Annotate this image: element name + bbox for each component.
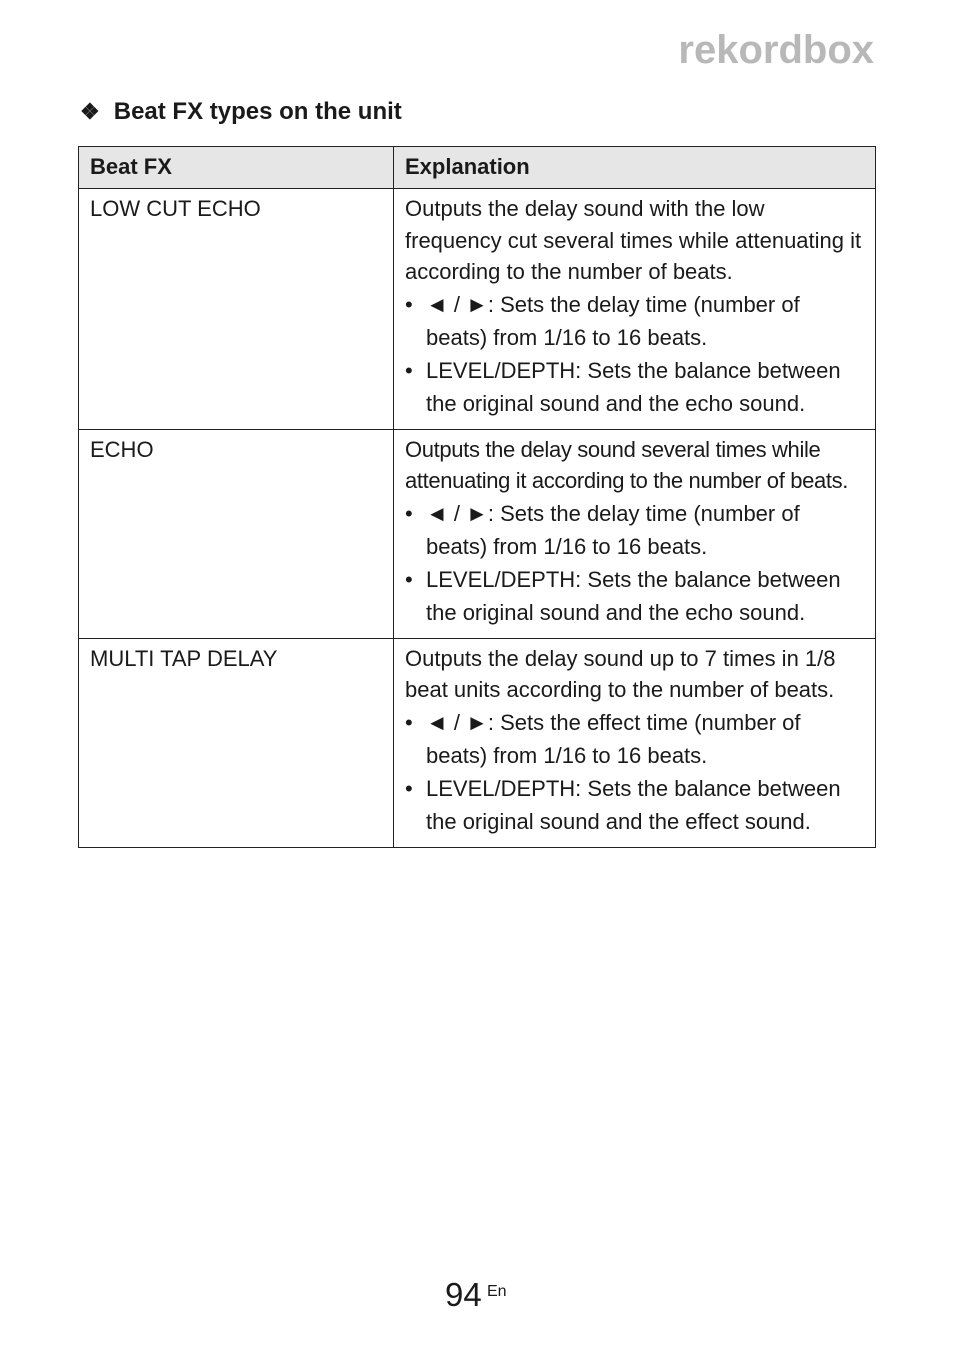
fx-bullet-item: • LEVEL/DEPTH: Sets the balance between the original sound and the echo sound.	[405, 563, 865, 629]
fx-explanation	[394, 429, 876, 638]
beat-fx-table	[78, 146, 876, 848]
page-language: En	[487, 1283, 507, 1300]
column-header-beat-fx: Beat FX	[79, 147, 394, 189]
fx-name: MULTI TAP DELAY	[79, 638, 394, 847]
table-header-row	[79, 147, 876, 189]
fx-bullet-list	[405, 497, 865, 629]
page-number: 94	[445, 1276, 482, 1313]
fx-bullet-item: • LEVEL/DEPTH: Sets the balance between the original sound and the echo sound.	[405, 354, 865, 420]
fx-name: LOW CUT ECHO	[79, 189, 394, 430]
fx-bullet-list	[405, 288, 865, 420]
fx-description: Outputs the delay sound with the low frequency cut several times while attenuating it according to the number of beats.	[405, 196, 862, 284]
fx-description: Outputs the delay sound several times while attenuating it according to the number of beats.	[405, 436, 849, 493]
fx-description: Outputs the delay sound up to 7 times in 1/8 beat units according to the number of beats.	[405, 645, 836, 702]
section-heading	[80, 98, 402, 126]
fx-bullet-item: • ◄ / ►: Sets the effect time (number of beats) from 1/16 to 16 beats.	[405, 706, 865, 772]
diamond-bullet-icon: ❖	[80, 99, 100, 124]
table-row	[79, 638, 876, 847]
fx-explanation	[394, 189, 876, 430]
fx-bullet-item: • ◄ / ►: Sets the delay time (number of beats) from 1/16 to 16 beats.	[405, 288, 865, 354]
fx-bullet-item: • ◄ / ►: Sets the delay time (number of beats) from 1/16 to 16 beats.	[405, 497, 865, 563]
fx-explanation	[394, 638, 876, 847]
fx-bullet-item: • LEVEL/DEPTH: Sets the balance between the original sound and the effect sound.	[405, 772, 865, 838]
table-row	[79, 189, 876, 430]
fx-bullet-list	[405, 706, 865, 838]
section-title: Beat FX types on the unit	[113, 98, 402, 125]
table-row	[79, 429, 876, 638]
brand-logo: rekordbox	[678, 28, 874, 72]
fx-name: ECHO	[79, 429, 394, 638]
column-header-explanation: Explanation	[394, 147, 876, 189]
